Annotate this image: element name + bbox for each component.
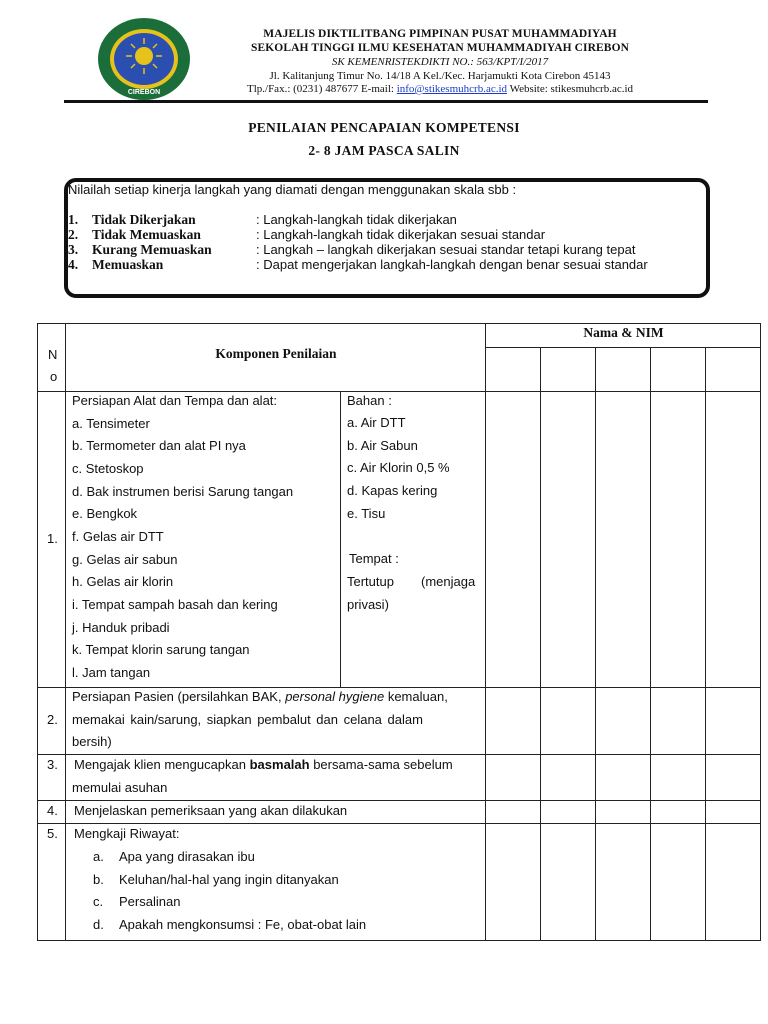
header-address: Jl. Kalitanjung Timur No. 14/18 A Kel./Kec. Harjamukti Kota Cirebon 45143: [269, 70, 611, 82]
patient-prep-line-3: bersih): [72, 734, 112, 749]
header-contact: Tlp./Fax.: (0231) 487677 E-mail: info@stikesmuhcrb.ac.id Website: stikesmuhcrb.ac.id: [246, 83, 634, 95]
scale-term: Tidak Dikerjakan: [92, 212, 196, 227]
header-line-2: SEKOLAH TINGGI ILMU KESEHATAN MUHAMMADIYAH CIREBON: [250, 42, 630, 54]
tool-item: k. Tempat klorin sarung tangan: [72, 642, 250, 657]
material-item: b. Air Sabun: [347, 438, 418, 453]
component-header: Komponen Penilaian: [215, 346, 337, 361]
tool-item: c. Stetoskop: [72, 461, 144, 476]
scale-num: 4.: [68, 257, 79, 272]
name-nim-header: Nama & NIM: [583, 325, 664, 340]
patient-prep-line-2: memakai kain/sarung, siapkan pembalut dan celana dalam: [72, 712, 423, 727]
tool-item: b. Termometer dan alat PI nya: [72, 438, 246, 453]
place-text-2: (menjaga: [421, 574, 476, 589]
scale-term: Kurang Memuaskan: [92, 242, 212, 257]
tools-title: Persiapan Alat dan Tempa dan alat:: [72, 393, 278, 408]
material-item: d. Kapas kering: [347, 483, 438, 498]
place-text: Tertutup: [347, 574, 394, 589]
tool-item: j. Handuk pribadi: [72, 620, 170, 635]
tool-item: h. Gelas air klorin: [72, 574, 174, 589]
history-item: Persalinan: [119, 894, 181, 909]
patient-prep-line-1: Persiapan Pasien (persilahkan BAK, personal hygiene kemaluan,: [72, 689, 448, 704]
tool-item: f. Gelas air DTT: [72, 529, 164, 544]
scale-num: 2.: [68, 227, 79, 242]
history-letter: b.: [93, 872, 104, 887]
tool-item: a. Tensimeter: [72, 416, 150, 431]
history-title: Mengkaji Riwayat:: [74, 826, 180, 841]
scale-num: 1.: [68, 212, 79, 227]
tool-item: i. Tempat sampah basah dan kering: [72, 597, 278, 612]
email-link[interactable]: info@stikesmuhcrb.ac.id: [396, 83, 508, 95]
row-number: 3.: [47, 757, 58, 772]
tool-item: e. Bengkok: [72, 506, 138, 521]
scale-num: 3.: [68, 242, 79, 257]
scale-desc: : Langkah-langkah tidak dikerjakan sesuai standar: [256, 227, 546, 242]
material-item: e. Tisu: [347, 506, 386, 521]
materials-title: Bahan :: [347, 393, 392, 408]
history-item: Apakah mengkonsumsi : Fe, obat-obat lain: [119, 917, 367, 932]
row-number: 2.: [47, 712, 58, 727]
history-item: Keluhan/hal-hal yang ingin ditanyakan: [119, 872, 339, 887]
place-title: Tempat :: [349, 551, 399, 566]
header-line-3: SK KEMENRISTEKDIKTI NO.: 563/KPT/I/2017: [331, 56, 549, 68]
scale-desc: : Dapat mengerjakan langkah-langkah dengan benar sesuai standar: [256, 257, 648, 272]
history-letter: c.: [93, 894, 104, 909]
history-item: Apa yang dirasakan ibu: [119, 849, 255, 864]
header-line-1: MAJELIS DIKTILITBANG PIMPINAN PUSAT MUHAMMADIYAH: [263, 28, 617, 40]
no-header: N: [48, 347, 58, 362]
scale-term: Memuaskan: [92, 257, 164, 272]
scale-desc: : Langkah-langkah tidak dikerjakan: [256, 212, 457, 227]
material-item: c. Air Klorin 0,5 %: [347, 460, 450, 475]
tool-item: l. Jam tangan: [72, 665, 151, 680]
row-number: 1.: [47, 531, 58, 546]
basmalah-line-1: Mengajak klien mengucapkan basmalah bersama-sama sebelum: [74, 757, 453, 772]
material-item: a. Air DTT: [347, 415, 406, 430]
scale-term: Tidak Memuaskan: [92, 227, 201, 242]
scale-intro: Nilailah setiap kinerja langkah yang diamati dengan menggunakan skala sbb :: [68, 182, 517, 197]
history-letter: a.: [93, 849, 104, 864]
history-letter: d.: [93, 917, 104, 932]
no-header-2: o: [50, 369, 58, 384]
explain-exam-text: Menjelaskan pemeriksaan yang akan dilakukan: [74, 803, 348, 818]
row-number: 5.: [47, 826, 58, 841]
tool-item: d. Bak instrumen berisi Sarung tangan: [72, 484, 294, 499]
page-subtitle: 2- 8 JAM PASCA SALIN: [308, 143, 460, 158]
svg-text:CIREBON: CIREBON: [127, 89, 161, 96]
basmalah-line-2: memulai asuhan: [72, 780, 168, 795]
row-number: 4.: [47, 803, 58, 818]
page-title: PENILAIAN PENCAPAIAN KOMPETENSI: [248, 120, 520, 135]
tool-item: g. Gelas air sabun: [72, 552, 178, 567]
place-text-3: privasi): [347, 597, 389, 612]
scale-desc: : Langkah – langkah dikerjakan sesuai standar tetapi kurang tepat: [256, 242, 636, 257]
